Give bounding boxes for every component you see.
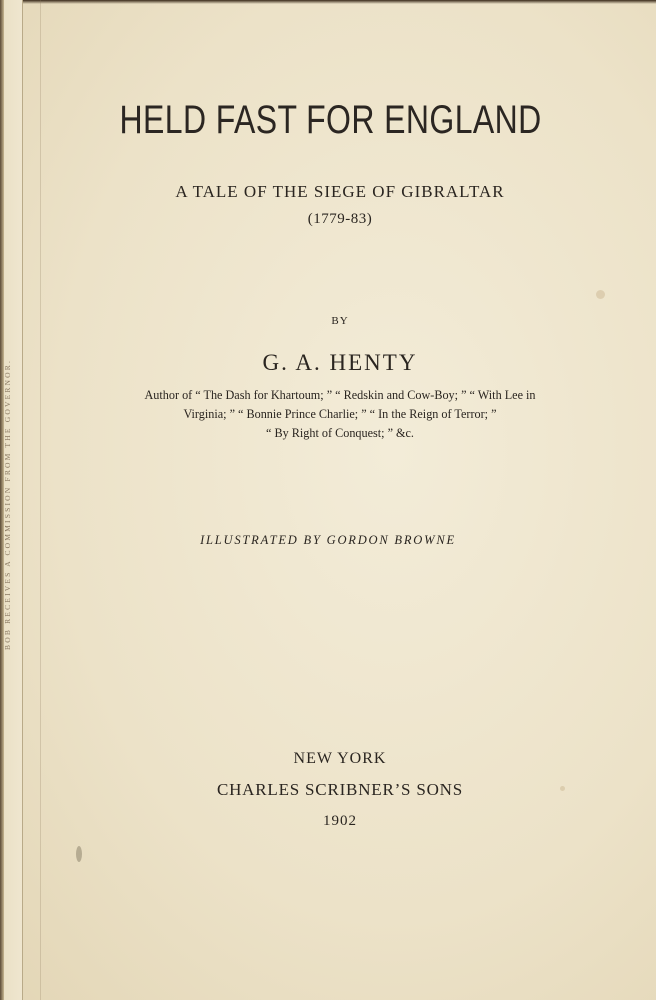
book-title: HELD FAST FOR ENGLAND	[119, 98, 542, 142]
works-line: “ By Right of Conquest; ” &c.	[266, 426, 414, 440]
facing-page-edge	[0, 0, 23, 1000]
page-top-shadow	[0, 0, 656, 4]
works-line: Virginia; ” “ Bonnie Prince Charlie; ” “ In the Reign of Terror; ”	[183, 407, 497, 421]
gutter-line	[40, 0, 41, 1000]
works-line: Author of “ The Dash for Khartoum; ” “ Redskin and Cow-Boy; ” “ With Lee in	[144, 388, 536, 402]
by-line: BY	[331, 315, 349, 327]
illustrator-credit: ILLUSTRATED BY GORDON BROWNE	[200, 533, 456, 547]
author-name: G. A. HENTY	[262, 350, 418, 375]
author-works	[100, 386, 580, 443]
facing-page-caption: BOB RECEIVES A COMMISSION FROM THE GOVERNOR.	[3, 358, 12, 650]
paper-stain	[596, 290, 605, 299]
publisher-city: NEW YORK	[293, 750, 387, 767]
publisher-name: CHARLES SCRIBNER’S SONS	[216, 780, 464, 799]
publication-year: 1902	[323, 813, 357, 829]
book-dates: (1779-83)	[307, 211, 373, 227]
book-subtitle: A TALE OF THE SIEGE OF GIBRALTAR	[175, 182, 505, 201]
paper-stain	[76, 846, 82, 862]
